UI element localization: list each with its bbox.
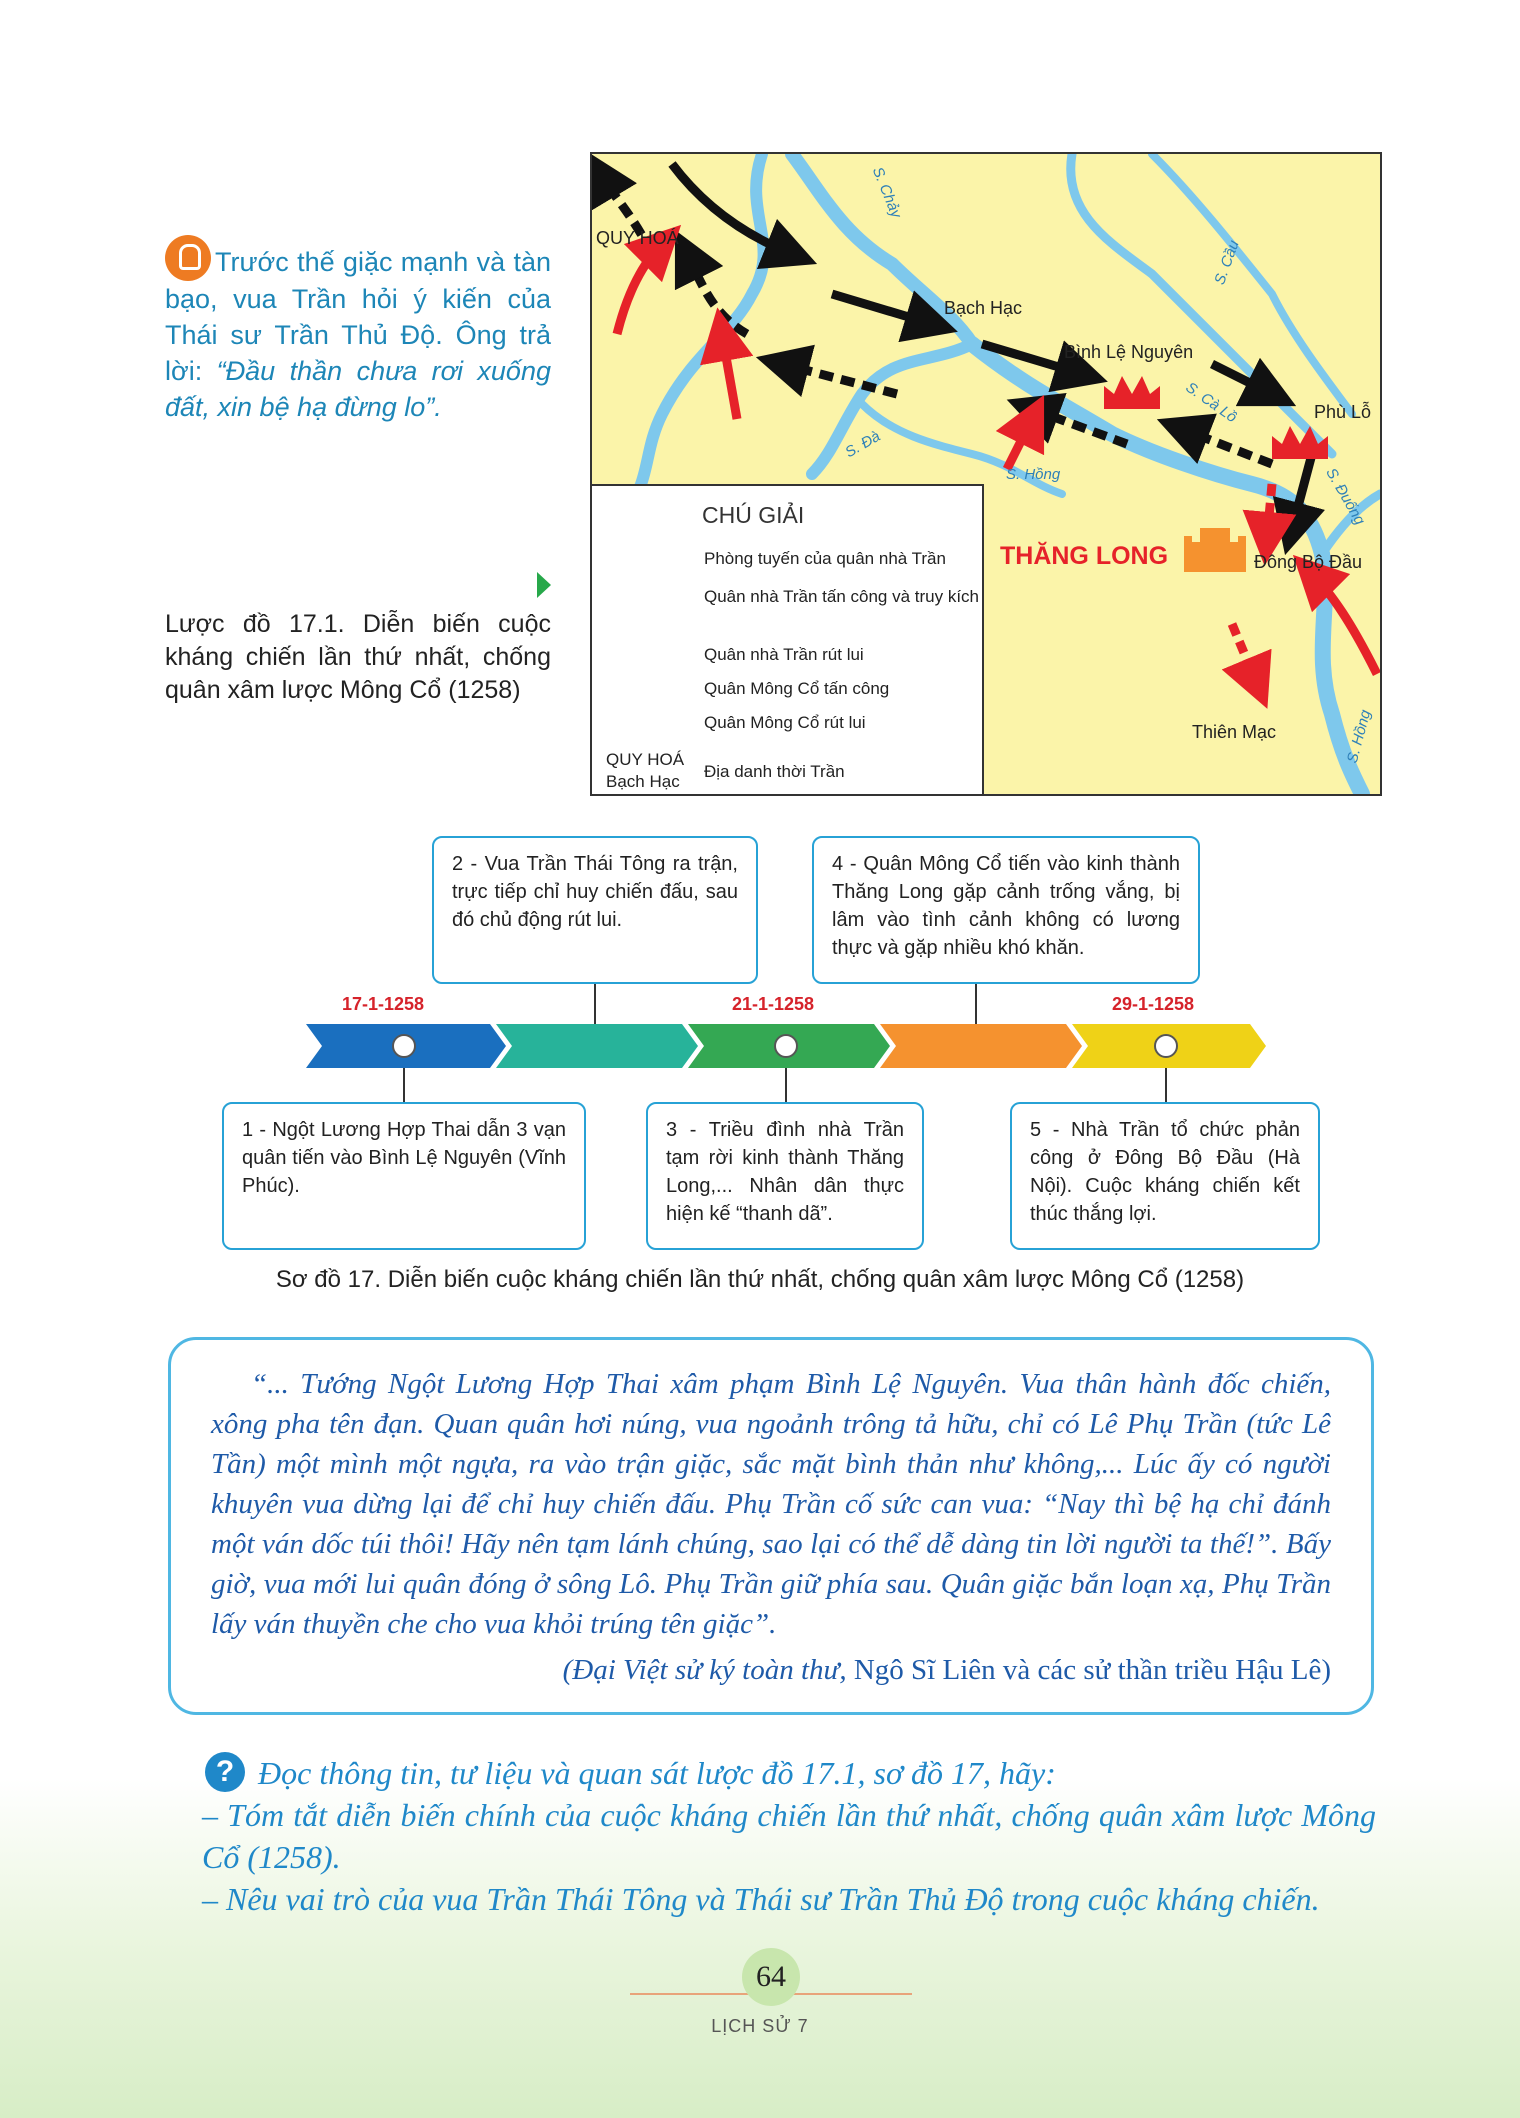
historical-quote-box <box>168 1337 1374 1715</box>
page-number: 64 <box>742 1948 800 2006</box>
quote-source <box>563 1654 1331 1687</box>
event-box-5: 5 - Nhà Trần tổ chức phản công ở Đông Bộ Đầu (Hà Nội). Cuộc kháng chiến kết thúc thắng lợi. <box>1010 1102 1320 1250</box>
question-icon: ? <box>205 1752 245 1792</box>
legend-item-tran-retreat: Quân nhà Trần rút lui <box>704 645 864 664</box>
river-duong: S. Đuống <box>1322 465 1369 528</box>
river-ca-lo: S. Cà Lồ <box>1182 378 1240 427</box>
date-3: 29-1-1258 <box>1112 994 1195 1014</box>
campaign-map <box>590 152 1382 796</box>
map-legend <box>592 484 984 796</box>
citadel-icon <box>1184 528 1246 572</box>
tran-retreat-arrows <box>1232 484 1272 684</box>
caption-marker-icon <box>537 572 551 598</box>
event-box-2: 2 - Vua Trần Thái Tông ra trận, trực tiếp chỉ huy chiến đấu, sau đó chủ động rút lui. <box>432 836 758 984</box>
river-da: S. Đà <box>842 427 884 462</box>
place-bach-hac: Bạch Hạc <box>944 298 1023 318</box>
legend-place-sample <box>606 749 684 793</box>
connector-3 <box>785 1068 787 1102</box>
legend-title: CHÚ GIẢI <box>702 502 805 528</box>
place-dong-bo-dau: Đông Bộ Đầu <box>1254 552 1363 572</box>
event-box-3: 3 - Triều đình nhà Trần tạm rời kinh thành Thăng Long,... Nhân dân thực hiện kế “thanh dã”. <box>646 1102 924 1250</box>
question-intro: Đọc thông tin, tư liệu và quan sát lược đồ 17.1, sơ đồ 17, hãy: <box>258 1755 1056 1791</box>
lightbulb-icon <box>165 235 211 281</box>
river-hong: S. Hồng <box>1006 466 1061 483</box>
question-block <box>162 1752 1376 1920</box>
date-1: 17-1-1258 <box>342 994 425 1014</box>
place-phu-lo: Phù Lỗ <box>1314 402 1372 422</box>
connector-5 <box>1165 1068 1167 1102</box>
map-caption: Lược đồ 17.1. Diễn biến cuộc kháng chiến lần thứ nhất, chống quân xâm lược Mông Cổ (1258) <box>165 610 551 704</box>
legend-item-tran-attack: Quân nhà Trần tấn công và truy kích <box>704 587 979 606</box>
timeline-bar <box>300 1022 1270 1070</box>
question-item-1: – Tóm tắt diễn biến chính của cuộc kháng chiến lần thứ nhất, chống quân xâm lược Mông Cổ (1258). <box>202 1797 1376 1875</box>
mongol-retreat-arrows <box>600 174 1272 464</box>
event-box-4: 4 - Quân Mông Cổ tiến vào kinh thành Thăng Long gặp cảnh trống vắng, bị lâm vào tình cảnh không có lương thực và gặp nhiều khó khăn. <box>812 836 1200 984</box>
quote-source-title: (Đại Việt sử ký toàn thư, <box>562 1654 847 1686</box>
diagram-caption: Sơ đồ 17. Diễn biến cuộc kháng chiến lần thứ nhất, chống quân xâm lược Mông Cổ (1258) <box>275 1266 1245 1293</box>
place-quy-hoa: QUY HOÁ <box>596 228 679 248</box>
place-binh-le-nguyen: Bình Lệ Nguyên <box>1064 342 1194 362</box>
question-item-2: – Nêu vai trò của vua Trần Thái Tông và Thái sư Trần Thủ Độ trong cuộc kháng chiến. <box>202 1881 1320 1917</box>
connector-2 <box>594 984 596 1026</box>
legend-item-defense: Phòng tuyến của quân nhà Trần <box>704 549 946 568</box>
event-box-1: 1 - Ngột Lương Hợp Thai dẫn 3 vạn quân tiến vào Bình Lệ Nguyên (Vĩnh Phúc). <box>222 1102 586 1250</box>
tip-body: Trước thế giặc mạnh và tàn bạo, vua Trần hỏi ý kiến của Thái sư Trần Thủ Độ. Ông trả lời: <box>165 247 551 386</box>
connector-1 <box>403 1068 405 1102</box>
legend-item-mongol-retreat: Quân Mông Cổ rút lui <box>704 713 866 732</box>
legend-place-sample-1: QUY HOÁ <box>606 750 685 769</box>
connector-4 <box>975 984 977 1026</box>
place-thien-mac: Thiên Mạc <box>1192 722 1277 742</box>
tip-text <box>165 235 551 425</box>
legend-item-mongol-attack: Quân Mông Cổ tấn công <box>704 679 890 698</box>
place-thang-long: THĂNG LONG <box>1000 542 1169 570</box>
river-chay: S. Chảy <box>868 164 905 221</box>
legend-item-place: Địa danh thời Trần <box>704 762 845 781</box>
quote-text: “... Tướng Ngột Lương Hợp Thai xâm phạm Bình Lệ Nguyên. Vua thân hành đốc chiến, xông pha tên đạn. Quan quân hơi núng, vua ngoảnh trông tả hữu, chỉ có Lê Phụ Trần (tức Lê Tần) một mình một ngựa, ra vào trận giặc, sắc mặt bình thản như không,... Lúc ấy có người khuyên vua dừng lại để chỉ huy chiến đấu. Phụ Trần cố sức can vua: “Nay thì bệ hạ chỉ đánh một ván dốc túi thôi! Hãy nên tạm lánh chúng, sao lại có thể dễ dàng tin lời người ta thế!”. Bấy giờ, vua mới lui quân đóng ở sông Lô. Phụ Trần giữ phía sau. Quân giặc bắn loạn xạ, Phụ Trần lấy ván thuyền che cho vua khỏi trúng tên giặc”. <box>211 1368 1331 1640</box>
legend-place-sample-2: Bạch Hạc <box>606 772 680 791</box>
tip-quote: “Đầu thần chưa rơi xuống đất, xin bệ hạ đừng lo”. <box>165 356 551 422</box>
river-hong-2: S. Hồng <box>1343 708 1375 765</box>
date-2: 21-1-1258 <box>732 994 815 1014</box>
book-title: LỊCH SỬ 7 <box>711 2016 809 2036</box>
river-cau: S. Cầu <box>1211 238 1243 287</box>
quote-source-authors: Ngô Sĩ Liên và các sử thần triều Hậu Lê) <box>846 1654 1331 1686</box>
